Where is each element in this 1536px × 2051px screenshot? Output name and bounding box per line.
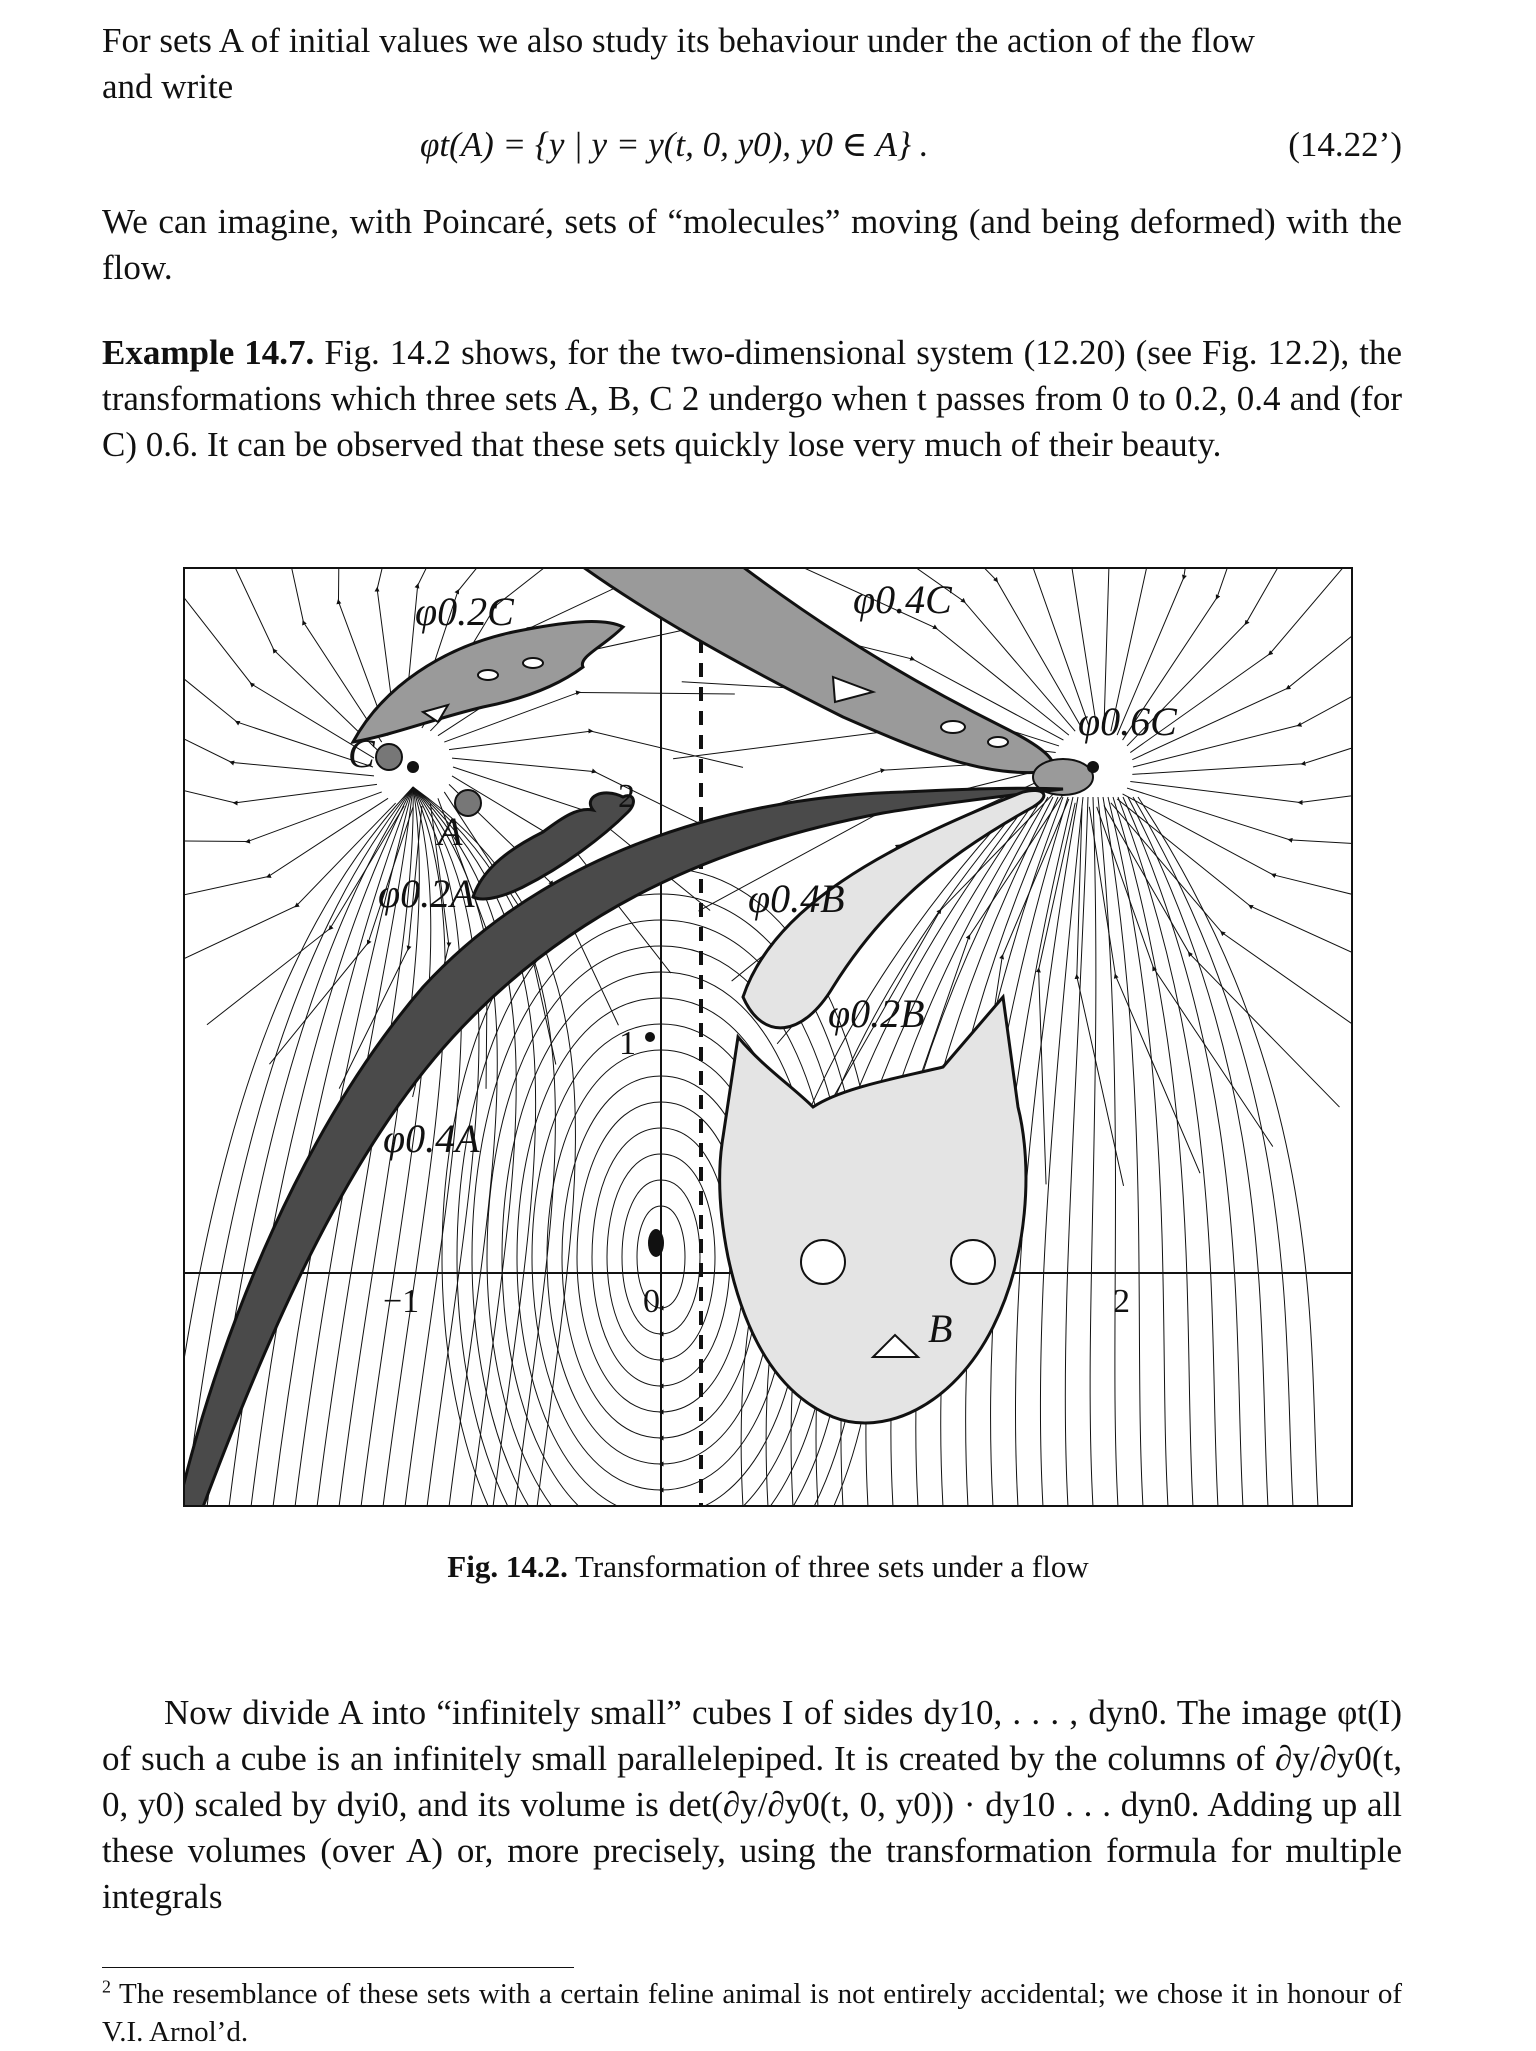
streamline <box>1065 797 1088 1507</box>
tick-2-y: 2 <box>618 778 635 815</box>
set-phi04C-dot2 <box>988 737 1008 747</box>
streamline <box>1098 797 1118 1507</box>
equilibrium-right <box>1087 761 1099 773</box>
paragraph-1-line-2: and write <box>102 67 234 106</box>
streamline <box>1097 807 1273 1147</box>
example-label: Example 14.7. <box>102 333 315 372</box>
example-14-7 <box>102 330 1402 468</box>
paragraph-3: Now divide A into “infinitely small” cubes I of sides dy10, . . . , dyn0. The image φt(I) of such a cube is an infinitely small parallelepiped. It is created by the columns of ∂y/∂y0(t, 0, y0) scaled by dyi0, and its volume is det(∂y/∂y0(t, 0, y0)) · dy10 . . . dyn0. Adding up all these volumes (over A) or, more precisely, using the transformation formula for multiple integrals <box>102 1693 1402 1916</box>
streamline <box>1118 797 1218 1507</box>
streamline <box>183 623 373 767</box>
tick-0: 0 <box>643 1283 660 1320</box>
flow-field <box>183 567 1353 1507</box>
label-phi04A: φ0.4A <box>383 1116 480 1161</box>
streamline <box>1108 797 1168 1507</box>
streamline <box>1090 797 1096 1507</box>
streamline <box>270 567 382 742</box>
set-C-initial <box>376 744 402 770</box>
label-phi02B: φ0.2B <box>828 991 925 1036</box>
streamline <box>1133 797 1293 1507</box>
streamline <box>207 806 404 1025</box>
streamline <box>1133 623 1353 767</box>
streamline <box>1127 788 1353 852</box>
footnote-text: The resemblance of these sets with a certain feline animal is not entirely accidental; we chose it in honour of V.I. Arnol’d. <box>102 1978 1402 2048</box>
streamline <box>208 567 377 750</box>
tick-2-x: 2 <box>1113 1283 1130 1320</box>
figure-caption <box>0 1549 1536 1585</box>
streamline <box>1039 803 1076 1185</box>
streamline <box>1123 797 1243 1507</box>
equilibrium-center <box>645 1032 655 1042</box>
set-B-left-eye <box>801 1240 845 1284</box>
set-phi02C <box>353 622 623 742</box>
equation-body: φt(A) = {y | y = y(t, 0, y0), y0 ∈ A} . <box>420 125 929 164</box>
equation-number: (14.22’) <box>1288 125 1402 164</box>
streamline <box>183 792 382 842</box>
set-B <box>720 997 1026 1423</box>
label-phi02C: φ0.2C <box>415 589 514 634</box>
streamline <box>1130 775 1353 802</box>
set-B-right-eye <box>951 1240 995 1284</box>
set-phi04C <box>583 567 1053 773</box>
paragraph-1 <box>102 18 1402 110</box>
label-phi06C: φ0.6C <box>1078 699 1177 744</box>
label-A: A <box>438 809 463 854</box>
streamline <box>183 567 374 758</box>
label-C: C <box>348 731 375 776</box>
figure-14-2 <box>183 567 1353 1507</box>
caption-text: Transformation of three sets under a flow <box>575 1549 1089 1584</box>
tick-1-y: 1 <box>619 1025 636 1062</box>
paragraph-1-line-1: For sets A of initial values we also study its behaviour under the action of the flow <box>102 21 1255 60</box>
label-phi04B: φ0.4B <box>748 876 845 921</box>
equilibrium-origin <box>648 1229 664 1257</box>
streamline <box>1040 797 1083 1507</box>
equilibrium-left <box>407 761 419 773</box>
footnote-rule <box>102 1967 574 1968</box>
example-text: Fig. 14.2 shows, for the two-dimensional system (12.20) (see Fig. 12.2), the transformations which three sets A, B, C 2 undergo when t passes from 0 to 0.2, 0.4 and (for C) 0.6. It can be observed that these sets quickly lose very much of their beauty. <box>102 333 1402 464</box>
equation-14-22 <box>0 125 1536 175</box>
streamline <box>1123 794 1353 926</box>
set-phi02C-dot2 <box>523 658 543 668</box>
tick-minus-1: −1 <box>383 1283 420 1320</box>
streamline <box>183 693 374 776</box>
set-phi04C-dot1 <box>941 721 965 733</box>
label-phi04C: φ0.4C <box>853 577 952 622</box>
streamline <box>1089 807 1200 1173</box>
label-phi02A: φ0.2A <box>378 871 475 916</box>
streamline <box>183 798 388 910</box>
footnote-mark: 2 <box>102 1976 111 1997</box>
caption-label: Fig. 14.2. <box>447 1549 568 1584</box>
streamline <box>1103 797 1143 1507</box>
label-B: B <box>928 1306 953 1351</box>
set-phi02C-dot1 <box>478 670 498 680</box>
paragraph-2: We can imagine, with Poincaré, sets of “molecules” moving (and being deformed) with the flow. <box>102 202 1402 287</box>
footnote <box>102 1975 1402 2051</box>
